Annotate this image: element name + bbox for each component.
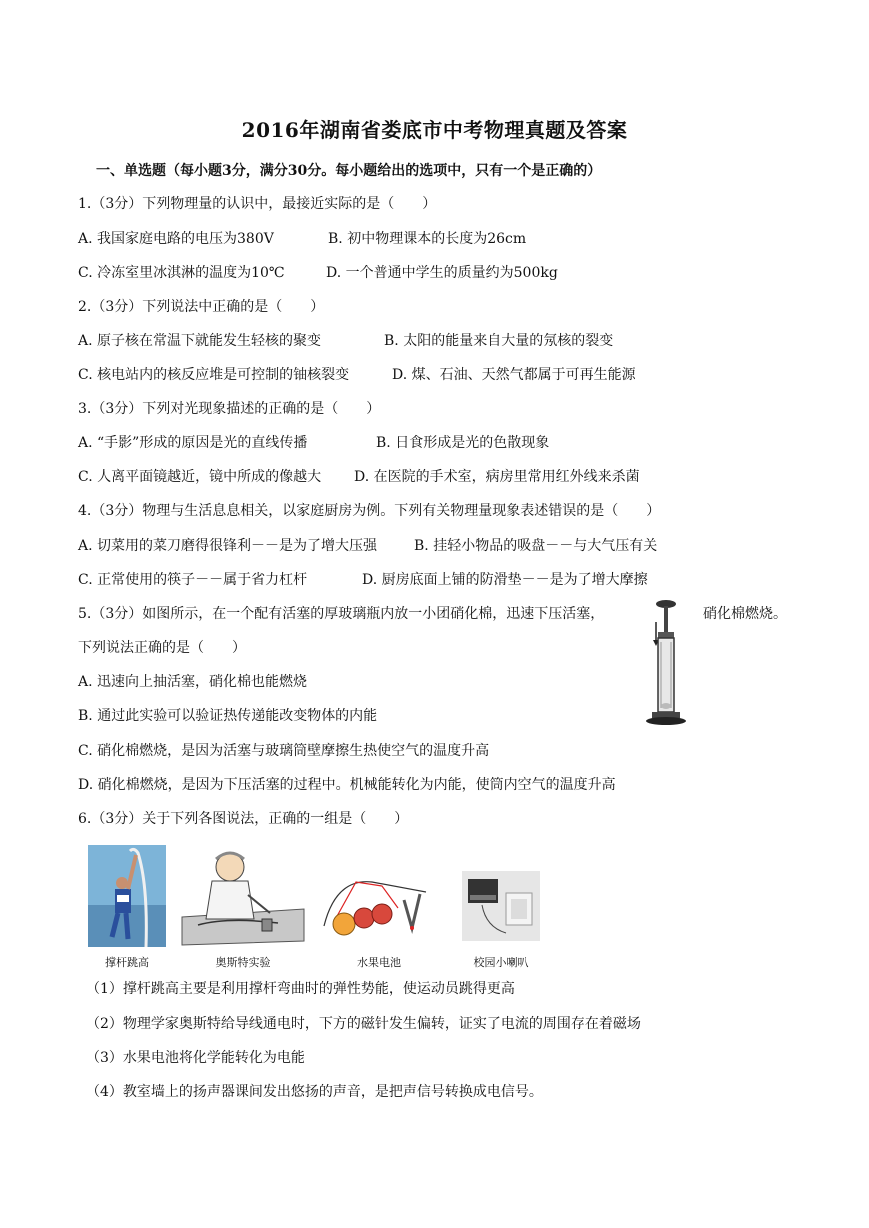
question-5-stem-end: 硝化棉燃烧。 [703,606,787,622]
question-2-option-b: B. 太阳的能量来自大量的氖核的裂变 [384,333,614,349]
question-3-option-a: A. “手影”形成的原因是光的直线传播 [78,435,308,451]
pole-vault-image [88,845,166,947]
question-2-option-c: C. 核电站内的核反应堆是可控制的铀核裂变 [78,367,350,383]
piston-apparatus-image [636,598,696,728]
question-5-option-a: A. 迅速向上抽活塞，硝化棉也能燃烧 [78,674,308,690]
question-5-stem: 5.（3分）如图所示，在一个配有活塞的厚玻璃瓶内放一小团硝化棉，迅速下压活塞， [78,606,605,622]
question-3-option-d: D. 在医院的手术室，病房里常用红外线来杀菌 [354,469,640,485]
caption-school-speaker: 校园小喇叭 [473,956,529,969]
question-6-stem: 6.（3分）关于下列各图说法，正确的一组是（ ） [78,811,409,827]
question-5-option-c: C. 硝化棉燃烧，是因为活塞与玻璃筒壁摩擦生热使空气的温度升高 [78,743,490,759]
question-3-stem: 3.（3分）下列对光现象描述的正确的是（ ） [78,401,381,417]
question-4-option-d: D. 厨房底面上铺的防滑垫－－是为了增大摩擦 [362,572,648,588]
question-5-option-b: B. 通过此实验可以验证热传递能改变物体的内能 [78,708,378,724]
question-2-option-a: A. 原子核在常温下就能发生轻核的聚变 [78,333,322,349]
question-4-stem: 4.（3分）物理与生活息息相关，以家庭厨房为例。下列有关物理量现象表述错误的是（ ） [78,503,661,519]
question-4-option-a: A. 切菜用的菜刀磨得很锋利－－是为了增大压强 [78,538,378,554]
question-1-option-d: D. 一个普通中学生的质量约为500kg [326,265,558,281]
question-2-stem: 2.（3分）下列说法中正确的是（ ） [78,299,325,315]
question-5-option-d: D. 硝化棉燃烧，是因为下压活塞的过程中。机械能转化为内能，使筒内空气的温度升高 [78,777,616,793]
question-6-statement-1: （1）撑杆跳高主要是利用撑杆弯曲时的弹性势能，使运动员跳得更高 [86,981,515,997]
caption-pole-vault: 撑杆跳高 [105,956,149,969]
question-6-statement-3: （3）水果电池将化学能转化为电能 [86,1050,305,1066]
question-3-option-c: C. 人离平面镜越近，镜中所成的像越大 [78,469,322,485]
question-3-option-b: B. 日食形成是光的色散现象 [376,435,550,451]
question-2-option-d: D. 煤、石油、天然气都属于可再生能源 [392,367,636,383]
question-1-option-c: C. 冷冻室里冰淇淋的温度为10℃ [78,265,285,281]
oersted-experiment-image [178,845,308,947]
document-title: 2016年湖南省娄底市中考物理真题及答案 [241,118,628,142]
question-6-statement-4: （4）教室墙上的扬声器课间发出悠扬的声音，是把声信号转换成电信号。 [86,1084,543,1100]
fruit-battery-image [316,868,438,940]
question-1-stem: 1.（3分）下列物理量的认识中，最接近实际的是（ ） [78,196,437,212]
section-heading: 一、单选题（每小题3分，满分30分。每小题给出的选项中，只有一个是正确的） [96,163,602,179]
caption-fruit-battery: 水果电池 [357,956,401,969]
question-6-statement-2: （2）物理学家奥斯特给导线通电时，下方的磁针发生偏转，证实了电流的周围存在着磁场 [86,1016,641,1032]
question-1-option-b: B. 初中物理课本的长度为26cm [328,231,527,247]
question-5-stem-line2: 下列说法正确的是（ ） [78,640,246,656]
question-4-option-c: C. 正常使用的筷子－－属于省力杠杆 [78,572,308,588]
school-speaker-image [462,871,540,941]
caption-oersted: 奥斯特实验 [215,956,271,969]
question-1-option-a: A. 我国家庭电路的电压为380V [78,231,274,247]
question-4-option-b: B. 挂轻小物品的吸盘－－与大气压有关 [414,538,658,554]
